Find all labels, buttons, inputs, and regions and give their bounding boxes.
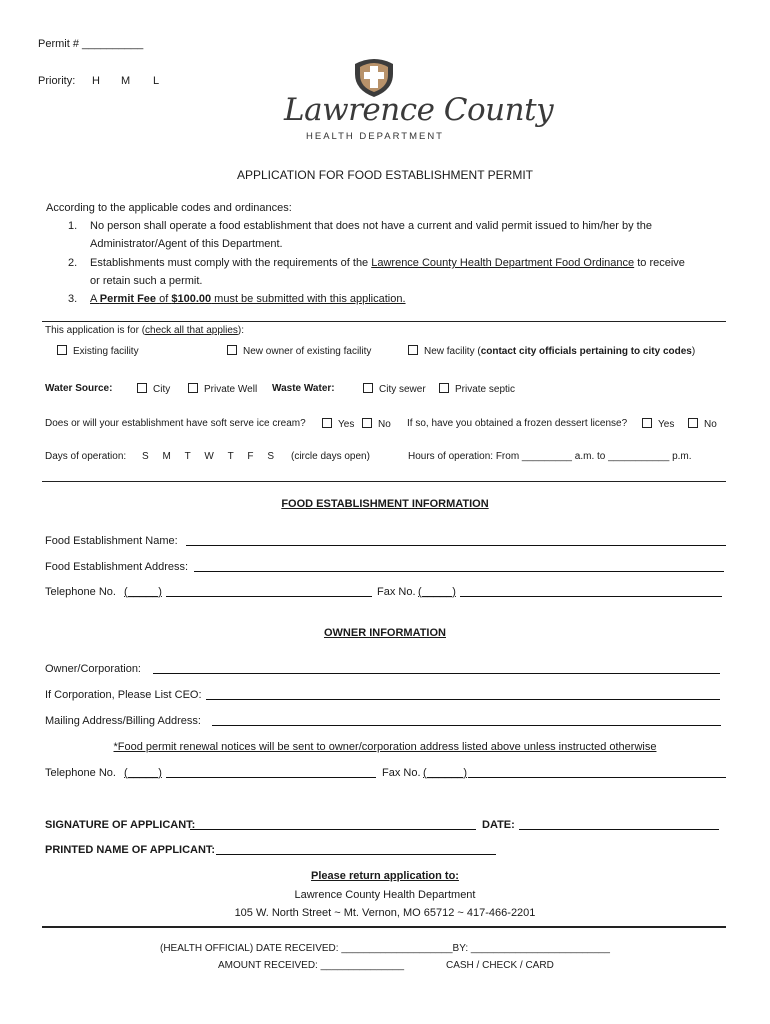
- permit-fee-amount: $100.00: [171, 293, 212, 305]
- water-private-well-option[interactable]: [188, 383, 257, 395]
- food-name-input[interactable]: [186, 535, 726, 546]
- water-source-label: Water Source:: [45, 383, 113, 394]
- return-org: Lawrence County Health Department: [294, 889, 476, 901]
- checkbox[interactable]: [57, 345, 67, 355]
- checkbox[interactable]: [363, 383, 373, 393]
- rule-3-c: of: [156, 293, 172, 305]
- food-name-row: [45, 535, 178, 547]
- owner-fax-input[interactable]: [468, 767, 726, 778]
- new-facility-note: contact city officials pertaining to city codes: [480, 346, 692, 357]
- signature-label: SIGNATURE OF APPLICANT:: [45, 819, 196, 831]
- return-address: 105 W. North Street ~ Mt. Vernon, MO 65712 ~ 417-466-2201: [234, 907, 536, 919]
- payment-method[interactable]: CASH / CHECK / CARD: [446, 960, 554, 971]
- owner-section-heading: OWNER INFORMATION: [323, 627, 446, 639]
- days-list[interactable]: S M T W T F S: [142, 451, 275, 462]
- owner-fax-label: Fax No.: [382, 767, 421, 779]
- private-septic-label: Private septic: [455, 384, 516, 395]
- amount-received-field[interactable]: AMOUNT RECEIVED: _______________: [218, 960, 405, 971]
- food-section-heading: FOOD ESTABLISHMENT INFORMATION: [281, 498, 489, 510]
- owner-fax-area[interactable]: (______): [423, 767, 468, 779]
- logo-title: Lawrence County: [284, 92, 554, 128]
- license-no-label: No: [704, 419, 717, 430]
- rule-2-text: [90, 257, 685, 269]
- priority-high[interactable]: H: [92, 75, 100, 87]
- food-address-input[interactable]: [194, 561, 724, 572]
- water-city-option[interactable]: [137, 383, 170, 395]
- priority-medium[interactable]: M: [121, 75, 131, 87]
- water-city-label: City: [153, 384, 171, 395]
- rule-2-post: to receive: [634, 257, 685, 269]
- check-all-link: check all that applies: [145, 325, 238, 336]
- priority-label: Priority:: [38, 75, 76, 87]
- return-heading: Please return application to:: [311, 870, 459, 882]
- owner-phone-area[interactable]: (_____): [124, 767, 162, 779]
- rule-2-pre: Establishments must comply with the requirements of the: [90, 257, 372, 269]
- ice-cream-yes-option[interactable]: [322, 418, 354, 430]
- license-yes-label: Yes: [658, 419, 675, 430]
- checkbox[interactable]: [188, 383, 198, 393]
- private-septic-option[interactable]: [439, 383, 515, 395]
- rule-3-number: 3.: [68, 293, 78, 305]
- checkbox[interactable]: [642, 418, 652, 428]
- license-no-option[interactable]: [688, 418, 717, 430]
- checkbox[interactable]: [137, 383, 147, 393]
- food-fax-input[interactable]: [460, 586, 722, 597]
- ice-cream-yes-label: Yes: [338, 419, 355, 430]
- checkbox[interactable]: [439, 383, 449, 393]
- food-name-label: Food Establishment Name:: [45, 535, 178, 547]
- printed-name-label: PRINTED NAME OF APPLICANT:: [45, 844, 216, 856]
- city-sewer-label: City sewer: [379, 384, 426, 395]
- renewal-notice: *Food permit renewal notices will be sent to owner/corporation address listed above unless instructed otherwise: [113, 741, 657, 753]
- rule-2-number: 2.: [68, 257, 78, 269]
- checkbox[interactable]: [322, 418, 332, 428]
- mailing-input[interactable]: [212, 715, 721, 726]
- food-phone-area[interactable]: (_____): [124, 586, 162, 598]
- hours-field[interactable]: Hours of operation: From _________ a.m. to ___________ p.m.: [408, 451, 692, 462]
- owner-label: Owner/Corporation:: [45, 663, 141, 675]
- days-label: Days of operation:: [45, 451, 127, 462]
- rule-3-text: [90, 293, 406, 305]
- intro-text: According to the applicable codes and ordinances:: [46, 202, 292, 214]
- rule-2-text-cont: or retain such a permit.: [90, 275, 203, 287]
- days-note: (circle days open): [291, 451, 370, 462]
- owner-input[interactable]: [153, 663, 720, 674]
- priority-low[interactable]: L: [153, 75, 160, 87]
- rule-1-text-cont: Administrator/Agent of this Department.: [90, 238, 283, 250]
- food-address-label: Food Establishment Address:: [45, 561, 189, 573]
- divider: [42, 926, 726, 928]
- permit-number-field[interactable]: Permit # __________: [38, 38, 144, 50]
- existing-facility-label: Existing facility: [73, 346, 139, 357]
- new-owner-label: New owner of existing facility: [243, 346, 372, 357]
- ice-cream-no-label: No: [378, 419, 391, 430]
- ceo-input[interactable]: [206, 689, 720, 700]
- ordinance-link[interactable]: Lawrence County Health Department Food Ordinance: [371, 257, 635, 269]
- official-received-row[interactable]: (HEALTH OFFICIAL) DATE RECEIVED: ____________________BY: _________________________: [160, 943, 610, 954]
- food-phone-label: Telephone No.: [45, 586, 116, 598]
- date-label: DATE:: [482, 819, 515, 831]
- owner-phone-label: Telephone No.: [45, 767, 116, 779]
- water-private-well-label: Private Well: [204, 384, 258, 395]
- rule-3-e: must be submitted with this application.: [211, 293, 406, 305]
- application-for-label: [45, 325, 244, 336]
- rule-3-a: A: [90, 293, 100, 305]
- existing-facility-option[interactable]: [57, 345, 139, 357]
- food-fax-label: Fax No.: [377, 586, 416, 598]
- printed-name-input[interactable]: [216, 844, 496, 855]
- license-question: If so, have you obtained a frozen dessert license?: [407, 418, 628, 429]
- checkbox[interactable]: [688, 418, 698, 428]
- food-fax-area[interactable]: (_____): [418, 586, 456, 598]
- permit-fee-label: Permit Fee: [99, 293, 157, 305]
- rule-1-text: No person shall operate a food establishment that does not have a current and valid permit issued to him/her by the: [90, 220, 652, 232]
- ice-cream-question: Does or will your establishment have soft serve ice cream?: [45, 418, 306, 429]
- divider: [42, 321, 726, 322]
- signature-input[interactable]: [190, 819, 476, 830]
- waste-water-label: Waste Water:: [272, 383, 335, 394]
- checkbox[interactable]: [362, 418, 372, 428]
- date-input[interactable]: [519, 819, 719, 830]
- checkbox[interactable]: [227, 345, 237, 355]
- application-for-pre: This application is for (: [45, 325, 146, 336]
- city-sewer-option[interactable]: [363, 383, 426, 395]
- logo-subtitle: HEALTH DEPARTMENT: [306, 131, 444, 142]
- owner-phone-input[interactable]: [166, 767, 376, 778]
- ice-cream-no-option[interactable]: [362, 418, 391, 430]
- ceo-label: If Corporation, Please List CEO:: [45, 689, 202, 701]
- mailing-label: Mailing Address/Billing Address:: [45, 715, 201, 727]
- license-yes-option[interactable]: [642, 418, 674, 430]
- checkbox[interactable]: [408, 345, 418, 355]
- application-for-post: ):: [237, 325, 244, 336]
- divider: [42, 481, 726, 482]
- food-phone-input[interactable]: [166, 586, 372, 597]
- new-facility-label: New facility (: [424, 346, 481, 357]
- rule-1-number: 1.: [68, 220, 78, 232]
- new-facility-end: ): [691, 346, 696, 357]
- page-title: APPLICATION FOR FOOD ESTABLISHMENT PERMIT: [236, 168, 534, 182]
- new-owner-option[interactable]: [227, 345, 371, 357]
- new-facility-option[interactable]: [408, 345, 695, 357]
